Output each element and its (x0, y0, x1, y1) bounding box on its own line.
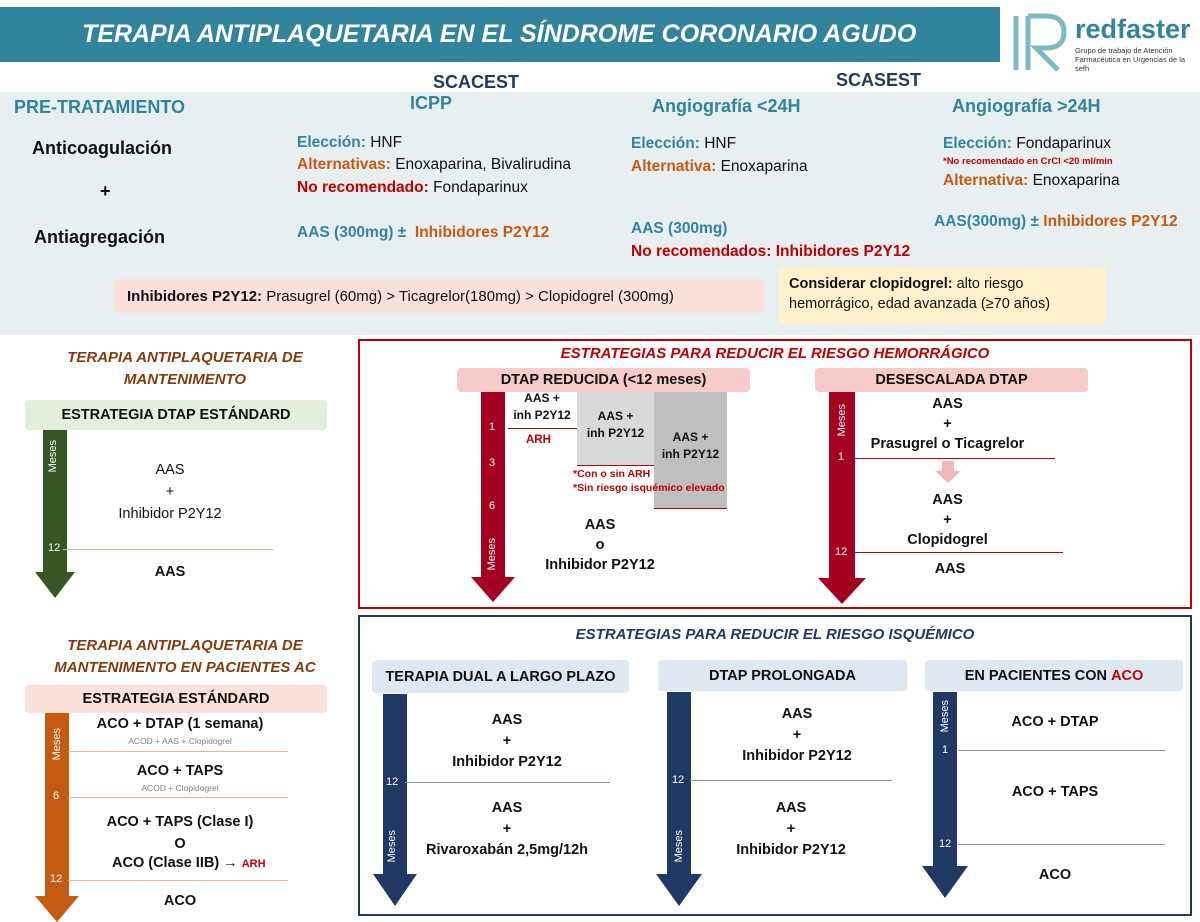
hem-month-6: 6 (489, 500, 496, 512)
angio-lt24-aas: AAS (300mg) (631, 220, 728, 237)
hem-month-3: 3 (489, 457, 496, 469)
isq-col1-step2: AAS + Rivaroxabán 2,5mg/12h (426, 800, 588, 858)
ac-title: TERAPIA ANTIPLAQUETARIA DE MANTENIMENTO EN PACIENTES AC (54, 637, 316, 676)
isq-col3-line-12 (958, 844, 1165, 845)
isq-col2-meses: Meses (673, 830, 685, 863)
icpp-alternativas: Alternativas: Enoxaparina, Bivalirudina (297, 156, 571, 173)
ac-month-12: 12 (50, 873, 63, 885)
desescalada-pill: DESESCALADA DTAP (815, 368, 1088, 392)
angio-gt24-eleccion: Elección: Fondaparinux (943, 135, 1112, 152)
isq-col1-step1: AAS + Inhibidor P2Y12 (452, 712, 562, 770)
des-month-12: 12 (835, 546, 848, 558)
ac-s3: ACO + TAPS (Clase I) O (106, 814, 254, 852)
isq-col1-pill: TERAPIA DUAL A LARGO PLAZO (372, 660, 629, 693)
isq-col2-step2: AAS + Inhibidor P2Y12 (736, 800, 846, 858)
plus-label: + (100, 181, 111, 201)
des-month-1: 1 (838, 451, 845, 463)
anticoagulacion-label: Anticoagulación (32, 138, 173, 158)
des-line-12 (855, 552, 1063, 553)
dtap-cell-1: AAS + inh P2Y12 (513, 391, 571, 422)
isq-col3-step3: ACO (1038, 867, 1072, 883)
mant-title: TERAPIA ANTIPLAQUETARIA DE MANTENIMENTO (67, 349, 303, 388)
isq-col3-pill: EN PACIENTES CON ACO (925, 660, 1183, 691)
isq-col2-month-12: 12 (672, 774, 685, 786)
ac-s2: ACO + TAPS (136, 763, 224, 779)
scacest-header: SCACEST (433, 72, 520, 92)
angio-gt24-note: *No recomendado en CrCl <20 ml/min (943, 156, 1113, 167)
mant-after: AAS (154, 564, 186, 580)
isq-col3-month-12: 12 (939, 838, 952, 850)
icpp-no-recomendado: No recomendado: Fondaparinux (297, 179, 528, 196)
ac-s2-sub: ACOD + Clopidogrel (141, 783, 219, 793)
isq-col2-arrow (656, 692, 702, 906)
angio-gt24-alternativa: Alternativa: Enoxaparina (943, 172, 1120, 189)
p2y12-box: Inhibidores P2Y12: Prasugrel (60mg) > Ticagrelor(180mg) > Clopidogrel (300mg) (114, 279, 764, 313)
dtap-notes: *Con o sin ARH *Sin riesgo isquémico elevado (573, 468, 725, 494)
ac-meses-label: Meses (51, 728, 63, 761)
des-step-1: AAS + Prasugrel o Ticagrelor (870, 396, 1025, 452)
main-title: TERAPIA ANTIPLAQUETARIA EN EL SÍNDROME CORONARIO AGUDO (0, 7, 1000, 62)
des-step-2: AAS + Clopidogrel (907, 492, 988, 548)
ac-strategy-pill: ESTRATEGIA ESTÁNDARD (25, 685, 327, 713)
dtap-reducida-pill: DTAP REDUCIDA (<12 meses) (457, 368, 750, 392)
ac-s3c: ACO (Clase IIB) → ARH (112, 855, 266, 871)
ac-line-6 (68, 797, 288, 798)
ac-s1-sub: ACOD + AAS + Clopidogrel (128, 736, 232, 746)
logo-word: redfaster (1075, 14, 1191, 44)
isq-col3-line-1 (958, 750, 1165, 751)
angio-lt24-title: Angiografía <24H (652, 96, 801, 116)
icpp-eleccion: Elección: HNF (297, 134, 403, 151)
dtap-line-3 (577, 465, 654, 466)
dtap-cell-3: AAS + inh P2Y12 (661, 430, 720, 461)
des-down-arrow-icon (935, 461, 961, 483)
icpp-title: ICPP (410, 93, 453, 113)
mant-month-12: 12 (48, 542, 61, 554)
dtap-line-6 (654, 508, 727, 509)
des-line-1 (855, 458, 1055, 459)
isq-col1-line-12 (405, 782, 610, 783)
isq-col2-step1: AAS + Inhibidor P2Y12 (742, 706, 852, 764)
isq-col1-meses: Meses (386, 830, 398, 863)
hem-month-1: 1 (489, 421, 496, 433)
mant-meses-label: Meses (47, 440, 59, 473)
logo-subtitle: Grupo de trabajo de Atención Farmacéutica en Urgencias de la sefh (1075, 46, 1186, 73)
angio-lt24-alternativa: Alternativa: Enoxaparina (631, 158, 808, 175)
angio-lt24-eleccion: Elección: HNF (631, 135, 737, 152)
ac-line-12 (68, 880, 288, 881)
dtap-line-1 (508, 428, 577, 429)
dtap-end: AAS o Inhibidor P2Y12 (545, 517, 655, 573)
des-meses-label: Meses (836, 404, 848, 437)
antiagregacion-label: Antiagregación (34, 227, 166, 247)
isq-col1-arrow (373, 694, 417, 906)
mant-therapy: AAS + Inhibidor P2Y12 (118, 462, 222, 522)
dtap-cell-2: AAS + inh P2Y12 (586, 409, 645, 440)
scasest-header: SCASEST (836, 70, 922, 90)
isq-col2-line-12 (690, 780, 892, 781)
ac-month-6: 6 (53, 790, 60, 802)
logo-r-icon (1010, 8, 1080, 78)
pre-tratamiento-label: PRE-TRATAMIENTO (14, 97, 185, 117)
mant-strategy-pill: ESTRATEGIA DTAP ESTÁNDARD (25, 400, 327, 430)
mant-line-12 (63, 549, 273, 550)
angio-gt24-title: Angiografía >24H (952, 96, 1101, 116)
isq-col3-month-1: 1 (942, 744, 949, 756)
isq-col2-pill: DTAP PROLONGADA (658, 660, 907, 691)
hem-title: ESTRATEGIAS PARA REDUCIR EL RIESGO HEMORRÁGICO (560, 345, 990, 362)
clopidogrel-box: Considerar clopidogrel: alto riesgo hemorrágico, edad avanzada (≥70 años) (779, 267, 1106, 324)
isq-col3-meses: Meses (939, 700, 951, 733)
isq-title: ESTRATEGIAS PARA REDUCIR EL RIESGO ISQUÉMICO (575, 626, 975, 643)
isq-col3-step2: ACO + TAPS (1011, 784, 1099, 800)
icpp-antiagregacion: AAS (300mg) ± Inhibidores P2Y12 (297, 224, 550, 241)
hem-meses-label: Meses (486, 538, 498, 571)
angio-lt24-no-rec: No recomendados: Inhibidores P2Y12 (631, 243, 911, 260)
ac-s4: ACO (163, 893, 197, 909)
isq-col1-month-12: 12 (386, 776, 399, 788)
isq-col3-step1: ACO + DTAP (1011, 714, 1099, 730)
des-step-3: AAS (934, 561, 966, 577)
ac-s1: ACO + DTAP (1 semana) (96, 716, 264, 732)
dtap-arh: ARH (526, 434, 551, 446)
angio-gt24-antiagregacion: AAS(300mg) ± Inhibidores P2Y12 (934, 213, 1178, 230)
ac-line-1w (68, 751, 288, 752)
